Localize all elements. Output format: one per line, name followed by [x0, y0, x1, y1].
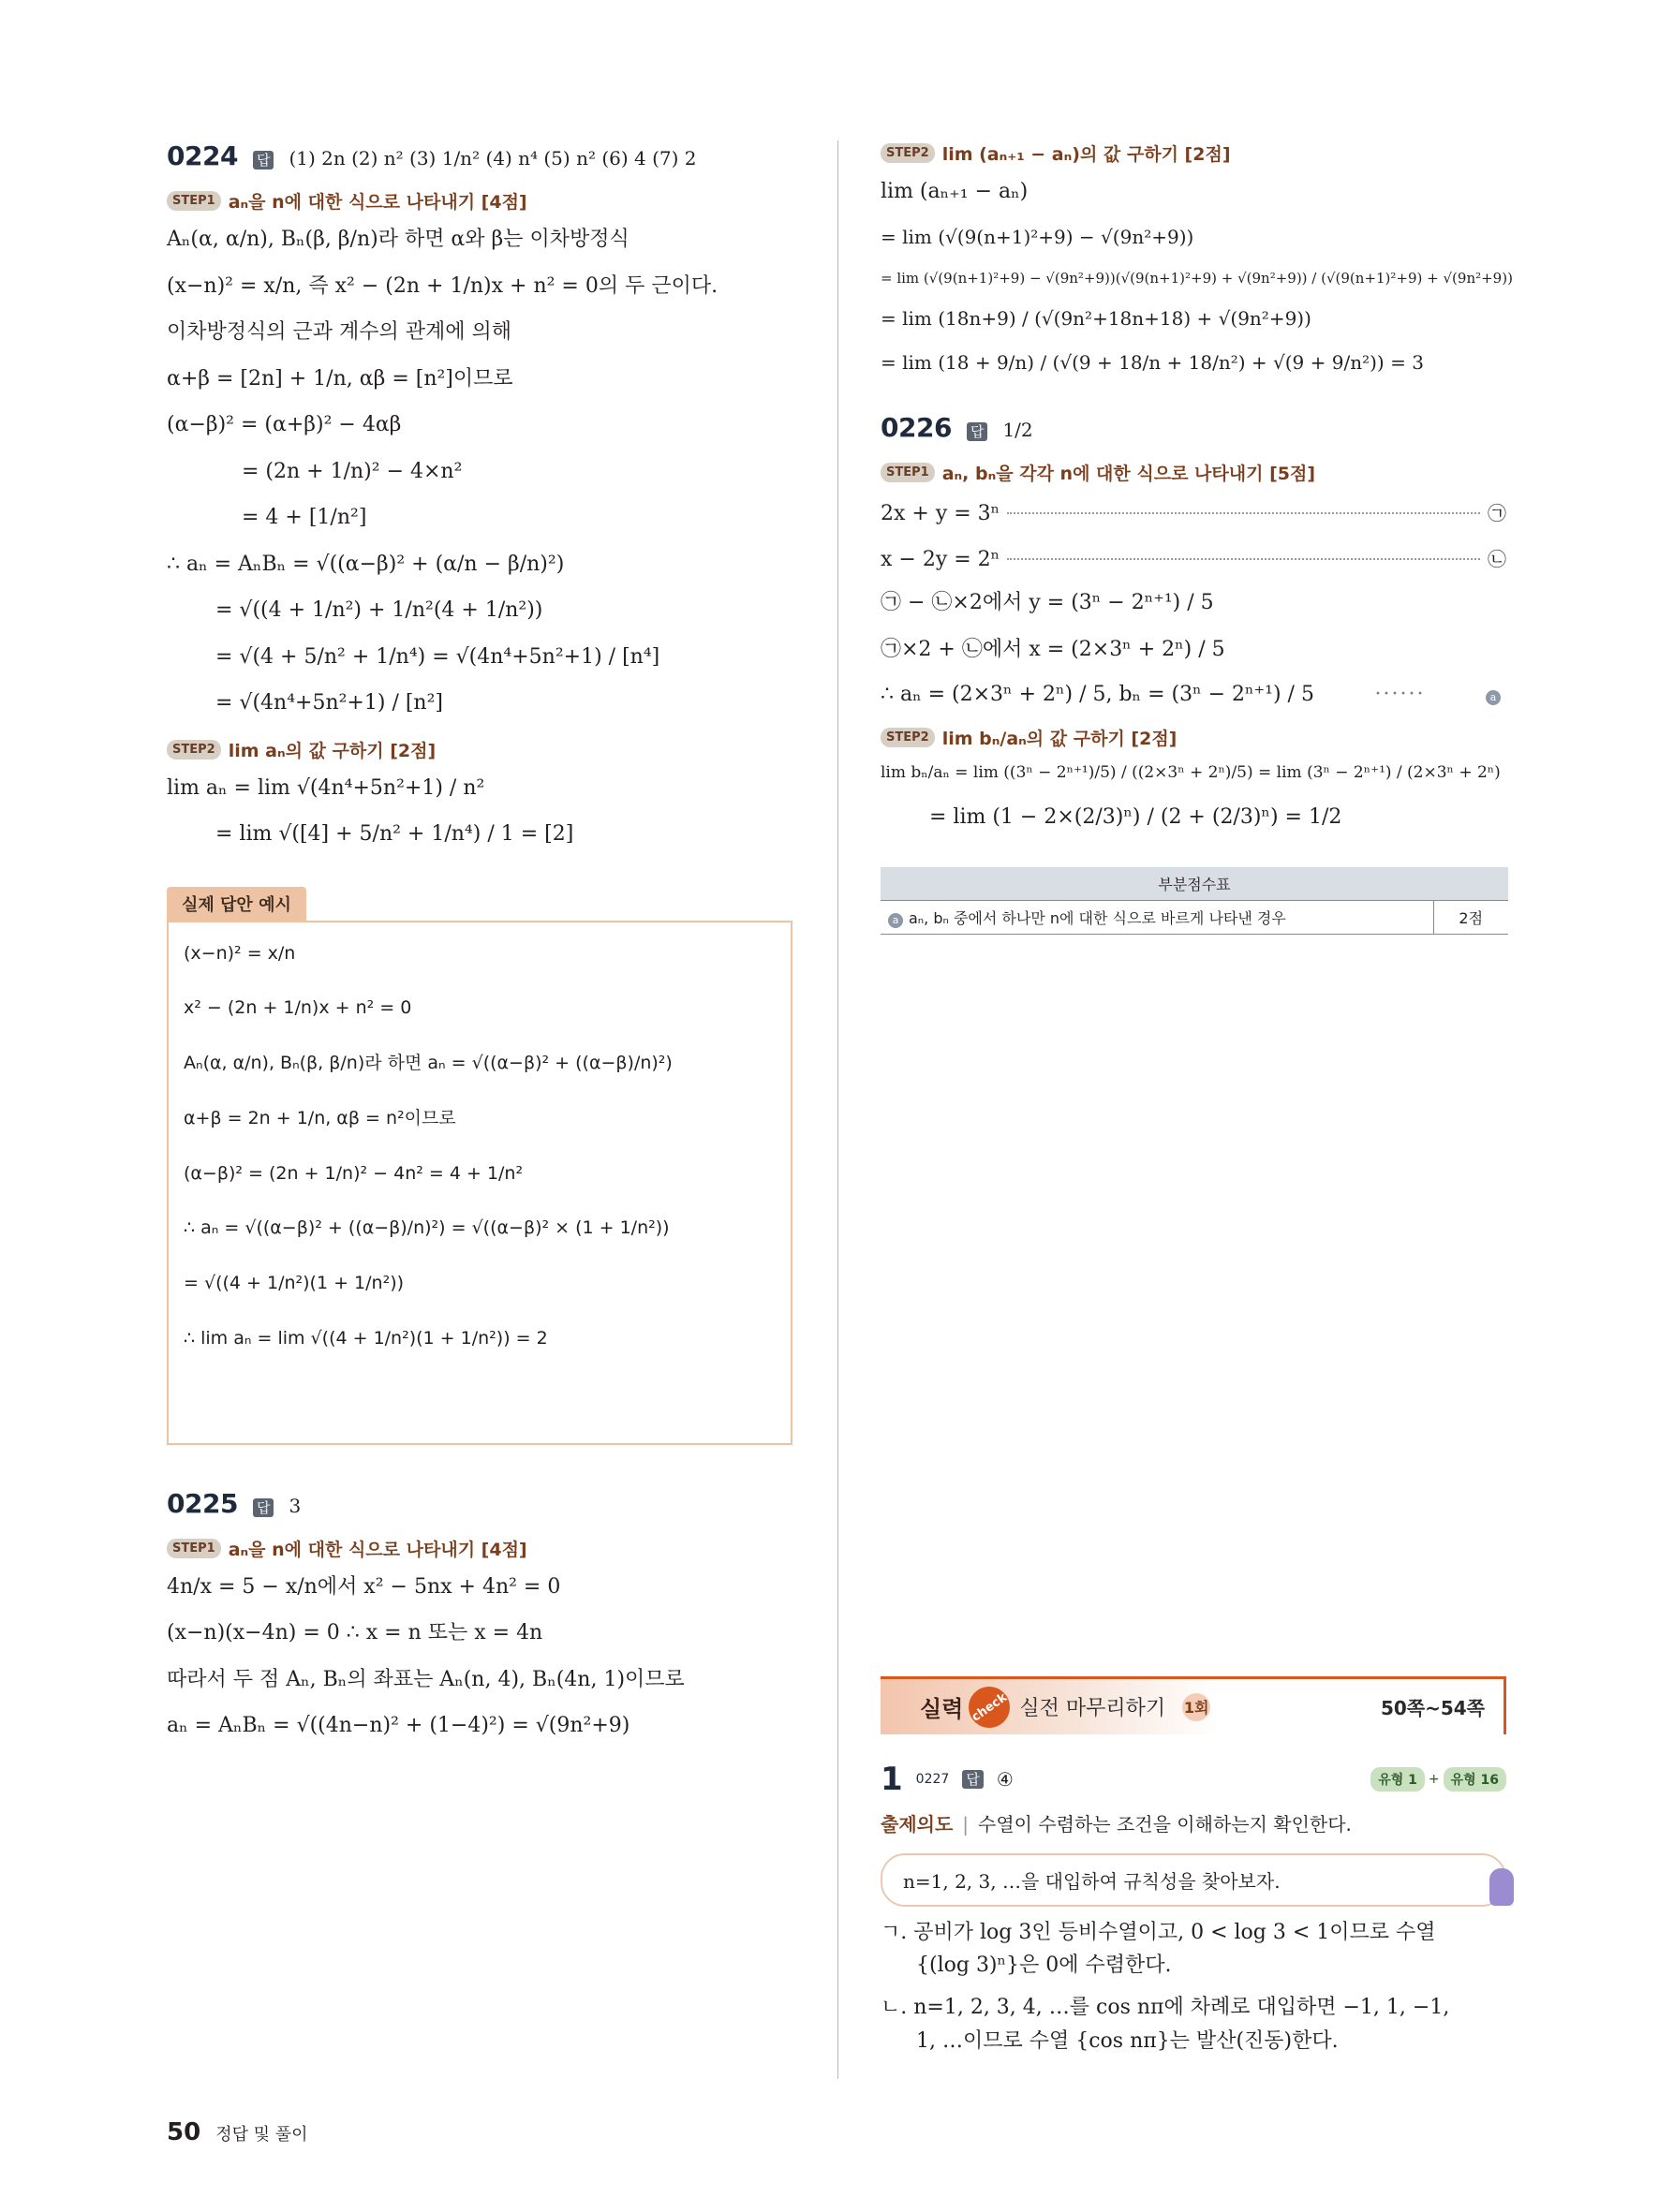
- solution-line: = lim (18n+9) / (√(9n²+18n+18) + √(9n²+9)): [881, 307, 1311, 331]
- solution-line: = lim (1 − 2×(2/3)ⁿ) / (2 + (2/3)ⁿ) = 1/2: [929, 804, 1342, 829]
- solution-line: = √(4n⁴+5n²+1) / [n²]: [215, 691, 443, 715]
- step-heading: [881, 140, 1506, 166]
- equation-marker: ㉠: [1488, 502, 1506, 525]
- question-code: 0227: [915, 1772, 950, 1787]
- criterion-text: aₙ, bₙ 중에서 하나만 n에 대한 식으로 바르게 나타낸 경우: [909, 909, 1286, 927]
- handwritten-line: ∴ lim aₙ = lim √((4 + 1/n²)(1 + 1/n²)) = 2: [184, 1328, 548, 1349]
- step-title: aₙ을 n에 대한 식으로 나타내기 [4점]: [228, 192, 527, 213]
- page-range: 50쪽~54쪽: [1380, 1697, 1485, 1719]
- solution-line: ㉠×2 + ㉡에서 x = (2×3ⁿ + 2ⁿ) / 5: [881, 637, 1225, 661]
- solution-line: Aₙ(α, α/n), Bₙ(β, β/n)라 하면 α와 β는 이차방정식: [167, 228, 630, 251]
- answer-text: 3: [289, 1494, 302, 1517]
- intent-separator: |: [962, 1813, 970, 1836]
- solution-line: ∴ aₙ = AₙBₙ = √((α−β)² + (α/n − β/n)²): [167, 552, 565, 576]
- solution-line: = lim (√(9(n+1)²+9) − √(9n²+9)): [881, 225, 1194, 248]
- result-line: ∴ aₙ = (2×3ⁿ + 2ⁿ) / 5, bₙ = (3ⁿ − 2ⁿ⁺¹) / 5: [881, 683, 1314, 707]
- step-badge: STEP1: [881, 463, 935, 482]
- handwritten-line: (α−β)² = (2n + 1/n)² − 4n² = 4 + 1/n²: [184, 1162, 524, 1184]
- section-banner: [881, 1676, 1506, 1734]
- solution-line: = 4 + [1/n²]: [242, 506, 367, 529]
- step-heading: [167, 1536, 792, 1561]
- answer-badge: 답: [253, 151, 274, 170]
- type-tag: 유형 1: [1370, 1767, 1425, 1792]
- step-heading: [167, 737, 792, 762]
- type-plus: +: [1428, 1772, 1440, 1787]
- equation-row: [881, 498, 1506, 525]
- question-header: [881, 1761, 1506, 1798]
- handwritten-line: ∴ aₙ = √((α−β)² + ((α−β)/n)²) = √((α−β)² × (1 + 1/n²)): [184, 1217, 670, 1239]
- step-title: lim bₙ/aₙ의 값 구하기 [2점]: [941, 729, 1178, 750]
- solution-line: α+β = [2n] + 1/n, αβ = [n²]이므로: [167, 366, 513, 391]
- handwritten-line: = √((4 + 1/n²)(1 + 1/n²)): [184, 1273, 405, 1294]
- sample-answer-tab: 실제 답안 예시: [167, 887, 306, 921]
- answer-text: ④: [996, 1768, 1014, 1791]
- question-number: 1: [881, 1761, 903, 1798]
- step-badge: STEP1: [167, 1539, 221, 1558]
- solution-line: lim (aₙ₊₁ − aₙ): [881, 180, 1029, 203]
- step-title: aₙ, bₙ을 각각 n에 대한 식으로 나타내기 [5점]: [941, 464, 1316, 485]
- column-divider: [837, 140, 838, 2079]
- table-cell: [881, 901, 1433, 935]
- equation-row: [881, 544, 1506, 571]
- solution-line: = √((4 + 1/n²) + 1/n²(4 + 1/n²)): [215, 598, 543, 622]
- step-badge: STEP2: [881, 728, 935, 747]
- problem-number: 0226: [881, 412, 952, 444]
- solution-item: ㄴ. n=1, 2, 3, 4, …를 cos nπ에 차례로 대입하면 −1, 1, −1,: [881, 1996, 1450, 2020]
- page-number: 50: [167, 2118, 201, 2146]
- problem-number: 0225: [167, 1487, 238, 1519]
- dotted-leader: [1007, 512, 1480, 514]
- step-badge: STEP1: [167, 191, 221, 211]
- problem-number: 0224: [167, 140, 238, 171]
- table-header: 부분점수표: [881, 867, 1508, 901]
- step-badge: STEP2: [881, 143, 935, 163]
- solution-line: (x−n)(x−4n) = 0 ∴ x = n 또는 x = 4n: [167, 1621, 543, 1644]
- table-header-row: [881, 867, 1508, 901]
- equation: 2x + y = 3ⁿ: [881, 502, 1000, 526]
- equation-marker: ㉡: [1488, 548, 1506, 571]
- solution-line: (α−β)² = (α+β)² − 4αβ: [167, 413, 402, 436]
- solution-line: 4n/x = 5 − x/n에서 x² − 5nx + 4n² = 0: [167, 1574, 561, 1599]
- answer-badge: 답: [253, 1498, 274, 1517]
- solution-item: ㄱ. 공비가 log 3인 등비수열이고, 0 < log 3 < 1이므로 수열: [881, 1921, 1436, 1944]
- right-column: [881, 140, 1513, 935]
- step-title: aₙ을 n에 대한 식으로 나타내기 [4점]: [228, 1539, 527, 1560]
- question-intent: [881, 1809, 1506, 1836]
- handwritten-line: Aₙ(α, α/n), Bₙ(β, β/n)라 하면 aₙ = √((α−β)² + ((α−β)/n)²): [184, 1053, 673, 1074]
- answer-text: 1/2: [1002, 419, 1033, 442]
- problem-0224-header: [167, 140, 792, 171]
- handwritten-line: (x−n)² = x/n: [184, 942, 296, 964]
- intent-label: 출제의도: [881, 1813, 954, 1836]
- solution-line: lim bₙ/aₙ = lim ((3ⁿ − 2ⁿ⁺¹)/5) / ((2×3ⁿ + 2ⁿ)/5) = lim (3ⁿ − 2ⁿ⁺¹) / (2×3ⁿ + 2ⁿ): [881, 763, 1501, 783]
- table-row: [881, 901, 1508, 935]
- solution-line: = lim √([4] + 5/n² + 1/n⁴) / 1 = [2]: [215, 822, 574, 846]
- partial-score-marker: a: [888, 913, 903, 928]
- check-badge: check: [961, 1678, 1018, 1735]
- partial-score-marker: a: [1486, 690, 1501, 705]
- solution-line: = √(4 + 5/n² + 1/n⁴) = √(4n⁴+5n²+1) / [n⁴]: [215, 644, 660, 669]
- question-1: [881, 1761, 1506, 2057]
- left-column: [167, 140, 792, 1760]
- solution-line: = lim (√(9(n+1)²+9) − √(9n²+9))(√(9(n+1)²+9) + √(9n²+9)) / (√(9(n+1)²+9) + √(9n²+9)): [881, 269, 1513, 287]
- step-heading: [881, 460, 1506, 485]
- banner-title: 실력: [920, 1696, 964, 1722]
- solution-line: = lim (18 + 9/n) / (√(9 + 18/n + 18/n²) + √(9 + 9/n²)) = 3: [881, 351, 1424, 375]
- step-badge: STEP2: [167, 740, 221, 759]
- solution-item: {(log 3)ⁿ}은 0에 수렴한다.: [916, 1954, 1172, 1978]
- solution-line: aₙ = AₙBₙ = √((4n−n)² + (1−4)²) = √(9n²+9): [167, 1714, 630, 1737]
- problem-0226-header: [881, 412, 1506, 443]
- answer-badge: 답: [962, 1770, 984, 1789]
- mascot-icon: [1489, 1868, 1514, 1906]
- intent-text: 수열이 수렴하는 조건을 이해하는지 확인한다.: [978, 1813, 1352, 1836]
- solution-line: = (2n + 1/n)² − 4×n²: [242, 459, 463, 483]
- problem-0225-header: [167, 1488, 792, 1519]
- equation: x − 2y = 2ⁿ: [881, 548, 1000, 572]
- hint-text: n=1, 2, 3, …을 대입하여 규칙성을 찾아보자.: [903, 1870, 1281, 1893]
- banner-subtitle: 실전 마무리하기: [1019, 1697, 1166, 1720]
- solution-line: (x−n)² = x/n, 즉 x² − (2n + 1/n)x + n² = 0의 두 근이다.: [167, 273, 718, 298]
- solution-line: ㉠ − ㉡×2에서 y = (3ⁿ − 2ⁿ⁺¹) / 5: [881, 591, 1214, 615]
- answer-badge: 답: [967, 422, 988, 441]
- answer-text: (1) 2n (2) n² (3) 1/n² (4) n⁴ (5) n² (6) 4 (7) 2: [289, 147, 697, 170]
- type-tag: 유형 16: [1444, 1767, 1506, 1792]
- handwritten-line: x² − (2n + 1/n)x + n² = 0: [184, 997, 412, 1019]
- hint-bubble: [881, 1853, 1506, 1907]
- result-row: [881, 683, 1506, 706]
- points-cell: 2점: [1433, 901, 1508, 935]
- solution-line: lim aₙ = lim √(4n⁴+5n²+1) / n²: [167, 775, 485, 800]
- step-title: lim aₙ의 값 구하기 [2점]: [228, 740, 437, 761]
- step-heading: [167, 188, 792, 214]
- type-tags: [1370, 1767, 1506, 1792]
- page-footer: [167, 2118, 308, 2146]
- step-heading: [881, 725, 1506, 750]
- round-badge: 1회: [1182, 1693, 1210, 1721]
- dotted-leader: [1007, 558, 1480, 560]
- sample-answer-box: [167, 921, 792, 1445]
- leader-dots: ······: [1374, 683, 1426, 707]
- handwritten-line: α+β = 2n + 1/n, αβ = n²이므로: [184, 1107, 456, 1128]
- solution-line: 이차방정식의 근과 계수의 관계에 의해: [167, 320, 512, 344]
- footer-label: 정답 및 풀이: [215, 2125, 308, 2145]
- solution-line: 따라서 두 점 Aₙ, Bₙ의 좌표는 Aₙ(n, 4), Bₙ(4n, 1)이므로: [167, 1667, 685, 1691]
- partial-score-table: [881, 867, 1508, 935]
- solution-item: 1, …이므로 수열 {cos nπ}는 발산(진동)한다.: [916, 2028, 1339, 2053]
- step-title: lim (aₙ₊₁ − aₙ)의 값 구하기 [2점]: [941, 144, 1231, 165]
